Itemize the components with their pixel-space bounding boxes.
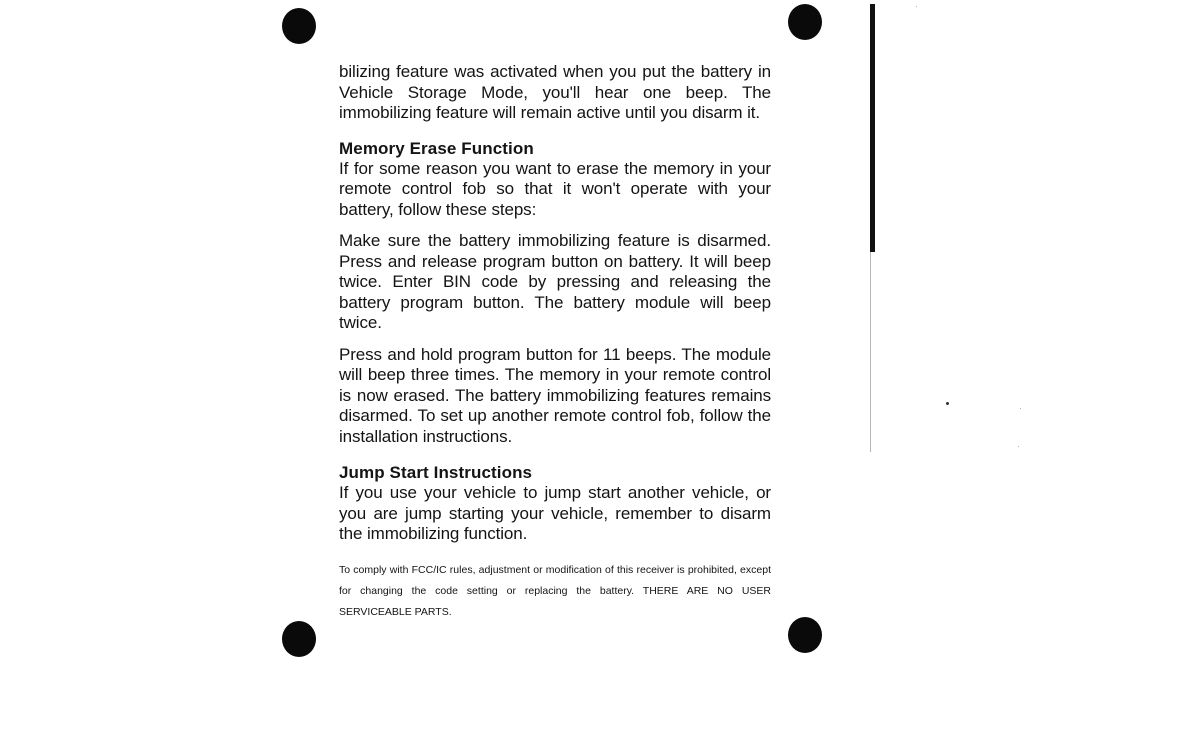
binder-hole-bottom-right	[788, 617, 822, 653]
jump-start-paragraph: If you use your vehicle to jump start another vehicle, or you are jump starting your vehicle, remember to disarm the immobilizing function.	[339, 483, 771, 543]
binder-hole-top-right	[788, 4, 822, 40]
page-edge-line	[870, 4, 875, 252]
binder-hole-bottom-left	[282, 621, 316, 657]
memory-erase-intro: If for some reason you want to erase the memory in your remote control fob so that it won't operate with your battery, follow these steps:	[339, 158, 771, 219]
page-edge-line-faint	[870, 252, 871, 452]
scan-speck	[1020, 408, 1021, 409]
document-body	[339, 62, 771, 623]
scan-speck	[916, 6, 917, 7]
section-heading-jump-start: Jump Start Instructions	[339, 463, 533, 482]
memory-erase-step-1: Make sure the battery immobilizing feature is disarmed. Press and release program button on battery. It will beep twice. Enter BIN code by pressing and releasing the battery program button. The battery module will beep twice.	[339, 231, 771, 332]
scan-speck	[1018, 446, 1019, 447]
fcc-notice: To comply with FCC/IC rules, adjustment or modification of this receiver is prohibited, except for changing the code setting or replacing the battery. THERE ARE NO USER SERVICEABLE PARTS.	[339, 563, 771, 618]
scan-speck	[946, 402, 949, 405]
continued-paragraph: bilizing feature was activated when you put the battery in Vehicle Storage Mode, you'll hear one beep. The immobilizing feature will remain active until you disarm it.	[339, 62, 771, 122]
section-heading-memory-erase: Memory Erase Function	[339, 138, 534, 158]
binder-hole-top-left	[282, 8, 316, 44]
memory-erase-step-2: Press and hold program button for 11 beeps. The module will beep three times. The memory in your remote control is now erased. The battery immobilizing features remains disarmed. To set up another remote control fob, follow the installation instructions.	[339, 344, 771, 446]
